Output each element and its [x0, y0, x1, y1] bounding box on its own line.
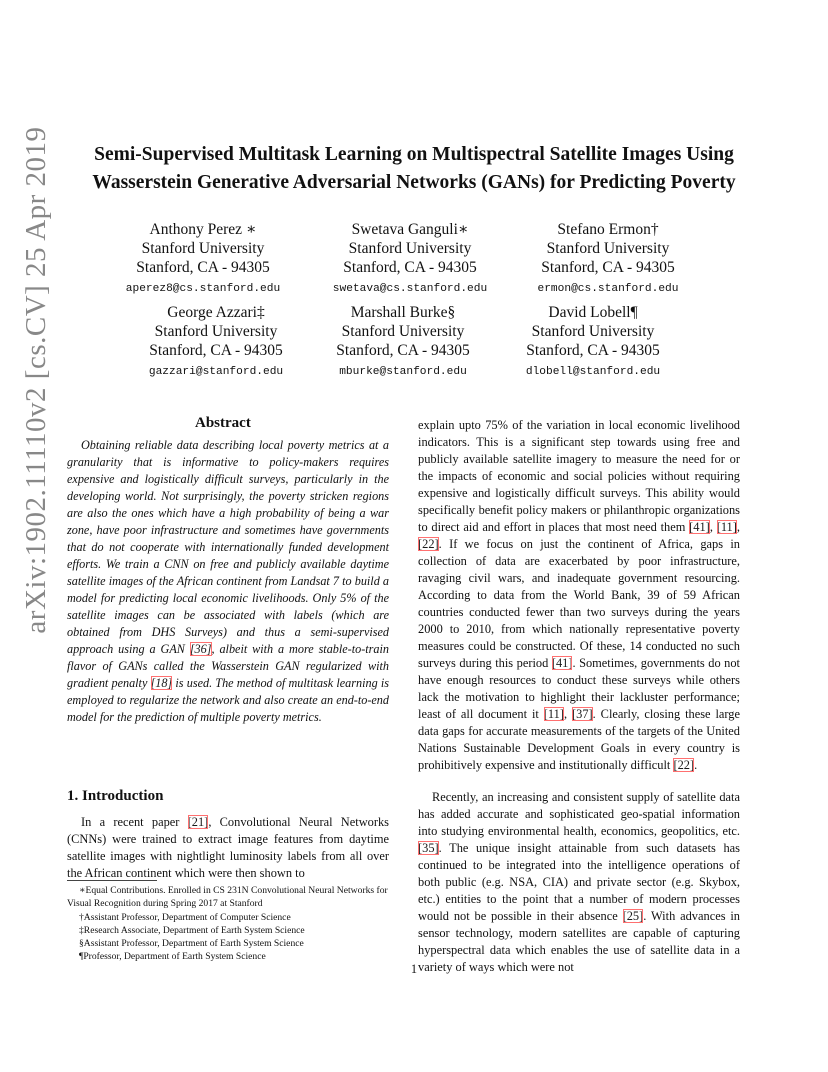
- author-location: Stanford, CA - 94305: [149, 342, 283, 359]
- footnote: †Assistant Professor, Department of Computer Science: [79, 911, 291, 923]
- author-affiliation: Stanford University: [154, 323, 278, 340]
- paragraph: explain upto 75% of the variation in local economic livelihood indicators. This is a significant step towards using free and publicly available satellite imagery to measure the need for or the impacts of economic and social policies without requiring expensive and logistically difficult surveys. This ability would specifically benefit policy makers or philanthropic organizations to direct aid and effort in places that most need them [41], [11], [22]. If we focus on just the continent of Africa, gaps in collection of data are exacerbated by poor infrastructure, ravaging civil wars, and inadequate government resourcing. According to data from the World Bank, 39 of 59 African countries conducted fewer than two surveys during the years 2000 to 2010, from which nationally representative poverty measures could be constructed. Of these, 14 conducted no such surveys during this period [41]. Sometimes, governments do not have enough resources to conduct these surveys while others lack the motivation to highlight their lackluster performance; least of all document it [11], [37]. Clearly, closing these large data gaps for accurate measurements of the targets of the United Nations Sustainable Development Goals in every country is prohibitively expensive and institutionally difficult [22].: [418, 418, 740, 772]
- citation-link[interactable]: [18]: [150, 676, 173, 690]
- author-location: Stanford, CA - 94305: [343, 259, 477, 276]
- citation-link[interactable]: [22]: [418, 537, 439, 551]
- author-affiliation: Stanford University: [341, 323, 465, 340]
- citation-link[interactable]: [41]: [689, 520, 710, 534]
- footnote: ∗Equal Contributions. Enrolled in CS 231N Convolutional Neural Networks for Visual Recognition during Spring 2017 at Stanford: [67, 885, 388, 910]
- abstract-text: Obtaining reliable data describing local poverty metrics at a granularity that is informative to policy-makers requires expensive and logistically difficult surveys, particularly in the developing world. Not surprisingly, the poverty stricken regions are also the ones which have a high probability of being a war zone, have poor infrastructure and sometimes have governments that do not cooperate with internationally funded development efforts. We train a CNN on free and publicly available daytime satellite images of the African continent from Landsat 7 to build a model for predicting local economic livelihoods. Only 5% of the satellite images can be associated with labels (which are obtained from DHS Surveys) and thus a semi-supervised approach using a GAN [36], albeit with a more stable-to-train flavor of GANs called the Wasserstein GAN regularized with gradient penalty [18] is used. The method of multitask learning is employed to regularize the network and also create an end-to-end model for the prediction of multiple poverty metrics.: [67, 438, 389, 724]
- author-location: Stanford, CA - 94305: [526, 342, 660, 359]
- footnotes: [67, 884, 389, 964]
- author-name: Marshall Burke§: [350, 304, 456, 321]
- citation-link[interactable]: [37]: [572, 707, 593, 721]
- author-name: David Lobell¶: [548, 304, 638, 321]
- author-affiliation: Stanford University: [141, 240, 265, 257]
- citation-link[interactable]: [41]: [551, 656, 573, 670]
- author-affiliation: Stanford University: [531, 323, 655, 340]
- citation-link[interactable]: [11]: [543, 707, 564, 721]
- footnote: ¶Professor, Department of Earth System Science: [79, 951, 266, 963]
- author-location: Stanford, CA - 94305: [136, 259, 270, 276]
- author-5: [308, 303, 498, 379]
- author-location: Stanford, CA - 94305: [336, 342, 470, 359]
- author-affiliation: Stanford University: [348, 240, 472, 257]
- citation-link[interactable]: [11]: [716, 520, 737, 534]
- author-email[interactable]: aperez8@cs.stanford.edu: [125, 283, 281, 295]
- author-3: [513, 220, 703, 296]
- author-affiliation: Stanford University: [546, 240, 670, 257]
- citation-link[interactable]: [25]: [622, 909, 644, 923]
- author-name: Anthony Perez ∗: [149, 221, 257, 238]
- footnote: §Assistant Professor, Department of Earth System Science: [79, 938, 304, 950]
- author-4: [121, 303, 311, 379]
- footnote: ‡Research Associate, Department of Earth System Science: [79, 924, 305, 936]
- paper-title: Semi-Supervised Multitask Learning on Multispectral Satellite Images Using Wasserstein Generative Adversarial Networks (GANs) for Predicting Poverty: [92, 144, 736, 193]
- footnote-rule: [67, 880, 157, 881]
- author-1: [108, 220, 298, 296]
- paragraph: Recently, an increasing and consistent supply of satellite data has added accurate and sophisticated geo-spatial information into studying environmental health, economics, geopolitics, etc. [35]. The unique insight attainable from such datasets has continued to be integrated into the intelligence operations of both public (e.g. NSA, CIA) and private sector (e.g. Skybox, etc.) entities to the point that a number of modern processes would not be possible in their absence [25]. With advances in sensor technology, modern satellites are capable of capturing hyperspectral data which enables the use of satellite data in a variety of ways which were not: [418, 790, 741, 974]
- author-name: George Azzari‡: [167, 304, 265, 321]
- author-email[interactable]: gazzari@stanford.edu: [148, 366, 284, 378]
- citation-link[interactable]: [35]: [418, 841, 439, 855]
- author-email[interactable]: mburke@stanford.edu: [339, 366, 467, 378]
- author-location: Stanford, CA - 94305: [541, 259, 675, 276]
- author-name: Stefano Ermon†: [557, 221, 659, 238]
- citation-link[interactable]: [22]: [673, 758, 695, 772]
- right-column-text: [418, 417, 740, 976]
- author-name: Swetava Ganguli∗: [351, 221, 469, 238]
- arxiv-identifier: arXiv:1902.11110v2 [cs.CV] 25 Apr 2019: [20, 126, 52, 634]
- author-email[interactable]: swetava@cs.stanford.edu: [332, 283, 488, 295]
- author-email[interactable]: dlobell@stanford.edu: [525, 366, 661, 378]
- author-6: [498, 303, 688, 379]
- abstract-heading: Abstract: [195, 415, 251, 431]
- citation-link[interactable]: [21]: [187, 815, 209, 829]
- introduction-text: In a recent paper [21], Convolutional Neural Networks (CNNs) were trained to extract image features from daytime satellite images with nightlight luminosity labels from all over the African continent which were then shown to: [67, 815, 389, 880]
- page-number: 1: [410, 962, 418, 976]
- citation-link[interactable]: [36]: [189, 642, 212, 656]
- author-email[interactable]: ermon@cs.stanford.edu: [537, 283, 679, 295]
- introduction-heading: 1. Introduction: [67, 788, 164, 804]
- author-2: [315, 220, 505, 296]
